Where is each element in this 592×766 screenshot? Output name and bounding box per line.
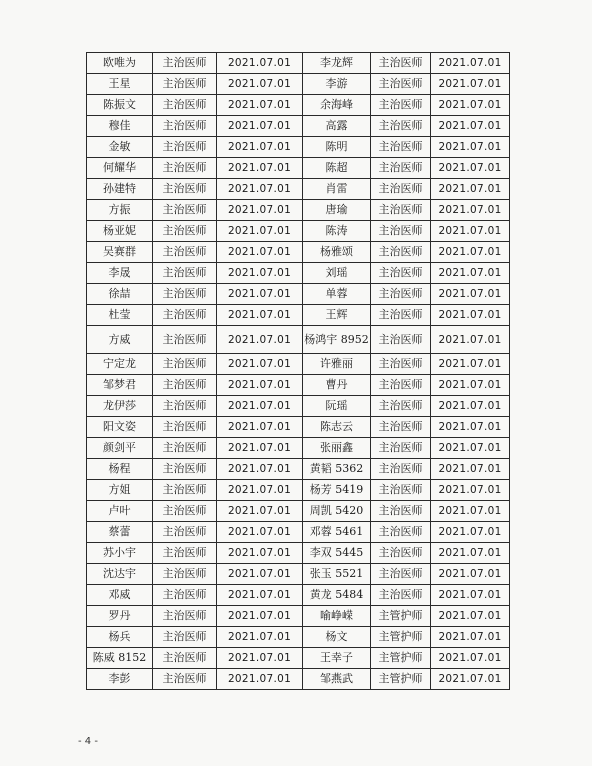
title-cell: 主治医师 bbox=[371, 396, 431, 417]
date-cell: 2021.07.01 bbox=[431, 459, 510, 480]
title-cell: 主治医师 bbox=[371, 116, 431, 137]
name-cell: 陈明 bbox=[303, 137, 371, 158]
date-cell: 2021.07.01 bbox=[217, 417, 303, 438]
date-cell: 2021.07.01 bbox=[217, 116, 303, 137]
title-cell: 主治医师 bbox=[371, 543, 431, 564]
table-row bbox=[87, 417, 510, 438]
name-cell: 张玉 5521 bbox=[303, 564, 371, 585]
name-cell: 肖雷 bbox=[303, 179, 371, 200]
name-cell: 张丽鑫 bbox=[303, 438, 371, 459]
date-cell: 2021.07.01 bbox=[431, 543, 510, 564]
date-cell: 2021.07.01 bbox=[217, 648, 303, 669]
title-cell: 主治医师 bbox=[371, 585, 431, 606]
name-cell: 宁定龙 bbox=[87, 354, 153, 375]
title-cell: 主治医师 bbox=[153, 669, 217, 690]
title-cell: 主治医师 bbox=[371, 375, 431, 396]
table-row bbox=[87, 74, 510, 95]
table-row bbox=[87, 564, 510, 585]
date-cell: 2021.07.01 bbox=[431, 284, 510, 305]
title-cell: 主治医师 bbox=[153, 501, 217, 522]
name-cell: 王星 bbox=[87, 74, 153, 95]
name-cell: 单蓉 bbox=[303, 284, 371, 305]
table-row bbox=[87, 375, 510, 396]
table-row bbox=[87, 669, 510, 690]
name-cell: 王幸子 bbox=[303, 648, 371, 669]
name-cell: 吴赛群 bbox=[87, 242, 153, 263]
date-cell: 2021.07.01 bbox=[431, 438, 510, 459]
title-cell: 主治医师 bbox=[153, 116, 217, 137]
table-row bbox=[87, 585, 510, 606]
name-cell: 苏小宇 bbox=[87, 543, 153, 564]
table-row bbox=[87, 606, 510, 627]
date-cell: 2021.07.01 bbox=[217, 606, 303, 627]
date-cell: 2021.07.01 bbox=[217, 501, 303, 522]
table-row bbox=[87, 396, 510, 417]
title-cell: 主管护师 bbox=[371, 648, 431, 669]
title-cell: 主治医师 bbox=[371, 158, 431, 179]
date-cell: 2021.07.01 bbox=[217, 459, 303, 480]
title-cell: 主治医师 bbox=[153, 242, 217, 263]
name-cell: 方振 bbox=[87, 200, 153, 221]
title-cell: 主治医师 bbox=[371, 284, 431, 305]
table-row bbox=[87, 158, 510, 179]
name-cell: 唐瑜 bbox=[303, 200, 371, 221]
name-cell: 李双 5445 bbox=[303, 543, 371, 564]
title-cell: 主治医师 bbox=[153, 396, 217, 417]
title-cell: 主治医师 bbox=[371, 417, 431, 438]
title-cell: 主治医师 bbox=[371, 95, 431, 116]
title-cell: 主治医师 bbox=[153, 522, 217, 543]
date-cell: 2021.07.01 bbox=[431, 564, 510, 585]
date-cell: 2021.07.01 bbox=[217, 158, 303, 179]
date-cell: 2021.07.01 bbox=[217, 564, 303, 585]
name-cell: 余海峰 bbox=[303, 95, 371, 116]
title-cell: 主治医师 bbox=[153, 158, 217, 179]
date-cell: 2021.07.01 bbox=[217, 263, 303, 284]
name-cell: 穆佳 bbox=[87, 116, 153, 137]
name-cell: 方姐 bbox=[87, 480, 153, 501]
table-row bbox=[87, 242, 510, 263]
table-row bbox=[87, 627, 510, 648]
title-cell: 主管护师 bbox=[371, 606, 431, 627]
date-cell: 2021.07.01 bbox=[431, 326, 510, 354]
title-cell: 主治医师 bbox=[153, 305, 217, 326]
name-cell: 沈达宇 bbox=[87, 564, 153, 585]
name-cell: 许雅丽 bbox=[303, 354, 371, 375]
date-cell: 2021.07.01 bbox=[217, 284, 303, 305]
title-cell: 主治医师 bbox=[371, 242, 431, 263]
name-cell: 李彭 bbox=[87, 669, 153, 690]
name-cell: 陈振文 bbox=[87, 95, 153, 116]
name-cell: 阮瑶 bbox=[303, 396, 371, 417]
name-cell: 欧唯为 bbox=[87, 53, 153, 74]
name-cell: 李游 bbox=[303, 74, 371, 95]
table-row bbox=[87, 522, 510, 543]
name-cell: 喻峥嵘 bbox=[303, 606, 371, 627]
table-row bbox=[87, 95, 510, 116]
name-cell: 徐喆 bbox=[87, 284, 153, 305]
date-cell: 2021.07.01 bbox=[431, 74, 510, 95]
table-row bbox=[87, 326, 510, 354]
date-cell: 2021.07.01 bbox=[431, 606, 510, 627]
title-cell: 主治医师 bbox=[153, 480, 217, 501]
title-cell: 主治医师 bbox=[371, 501, 431, 522]
table-row bbox=[87, 284, 510, 305]
title-cell: 主治医师 bbox=[153, 53, 217, 74]
title-cell: 主治医师 bbox=[153, 95, 217, 116]
name-cell: 孙建特 bbox=[87, 179, 153, 200]
table-row bbox=[87, 221, 510, 242]
date-cell: 2021.07.01 bbox=[431, 200, 510, 221]
title-cell: 主治医师 bbox=[153, 543, 217, 564]
date-cell: 2021.07.01 bbox=[431, 585, 510, 606]
date-cell: 2021.07.01 bbox=[217, 375, 303, 396]
date-cell: 2021.07.01 bbox=[217, 522, 303, 543]
title-cell: 主管护师 bbox=[371, 627, 431, 648]
title-cell: 主管护师 bbox=[371, 669, 431, 690]
name-cell: 杨雅颂 bbox=[303, 242, 371, 263]
name-cell: 何耀华 bbox=[87, 158, 153, 179]
title-cell: 主治医师 bbox=[153, 263, 217, 284]
date-cell: 2021.07.01 bbox=[217, 396, 303, 417]
name-cell: 陈威 8152 bbox=[87, 648, 153, 669]
title-cell: 主治医师 bbox=[371, 305, 431, 326]
name-cell: 陈超 bbox=[303, 158, 371, 179]
title-cell: 主治医师 bbox=[371, 326, 431, 354]
table-row bbox=[87, 354, 510, 375]
title-cell: 主治医师 bbox=[153, 179, 217, 200]
date-cell: 2021.07.01 bbox=[431, 158, 510, 179]
title-cell: 主治医师 bbox=[371, 438, 431, 459]
name-cell: 李龙辉 bbox=[303, 53, 371, 74]
date-cell: 2021.07.01 bbox=[431, 116, 510, 137]
title-cell: 主治医师 bbox=[153, 585, 217, 606]
date-cell: 2021.07.01 bbox=[217, 242, 303, 263]
title-cell: 主治医师 bbox=[153, 438, 217, 459]
table-row bbox=[87, 480, 510, 501]
title-cell: 主治医师 bbox=[371, 74, 431, 95]
title-cell: 主治医师 bbox=[371, 564, 431, 585]
name-cell: 颜剑平 bbox=[87, 438, 153, 459]
date-cell: 2021.07.01 bbox=[217, 354, 303, 375]
name-cell: 黄龙 5484 bbox=[303, 585, 371, 606]
title-cell: 主治医师 bbox=[153, 606, 217, 627]
name-cell: 邹燕武 bbox=[303, 669, 371, 690]
title-cell: 主治医师 bbox=[371, 137, 431, 158]
name-cell: 邹梦君 bbox=[87, 375, 153, 396]
date-cell: 2021.07.01 bbox=[431, 179, 510, 200]
name-cell: 杨程 bbox=[87, 459, 153, 480]
name-cell: 蔡蕾 bbox=[87, 522, 153, 543]
date-cell: 2021.07.01 bbox=[431, 669, 510, 690]
date-cell: 2021.07.01 bbox=[431, 375, 510, 396]
title-cell: 主治医师 bbox=[153, 417, 217, 438]
name-cell: 阳文姿 bbox=[87, 417, 153, 438]
title-cell: 主治医师 bbox=[371, 263, 431, 284]
name-cell: 黄韬 5362 bbox=[303, 459, 371, 480]
name-cell: 王辉 bbox=[303, 305, 371, 326]
table-row bbox=[87, 648, 510, 669]
date-cell: 2021.07.01 bbox=[217, 221, 303, 242]
title-cell: 主治医师 bbox=[153, 200, 217, 221]
title-cell: 主治医师 bbox=[153, 648, 217, 669]
date-cell: 2021.07.01 bbox=[431, 648, 510, 669]
date-cell: 2021.07.01 bbox=[217, 200, 303, 221]
name-cell: 刘瑶 bbox=[303, 263, 371, 284]
name-cell: 李晟 bbox=[87, 263, 153, 284]
table-row bbox=[87, 459, 510, 480]
date-cell: 2021.07.01 bbox=[217, 585, 303, 606]
roster-table-body bbox=[87, 53, 510, 690]
name-cell: 陈涛 bbox=[303, 221, 371, 242]
date-cell: 2021.07.01 bbox=[217, 179, 303, 200]
title-cell: 主治医师 bbox=[153, 564, 217, 585]
title-cell: 主治医师 bbox=[371, 459, 431, 480]
name-cell: 杨文 bbox=[303, 627, 371, 648]
title-cell: 主治医师 bbox=[153, 354, 217, 375]
name-cell: 高露 bbox=[303, 116, 371, 137]
name-cell: 杨鸿宇 8952 bbox=[303, 326, 371, 354]
name-cell: 杜莹 bbox=[87, 305, 153, 326]
date-cell: 2021.07.01 bbox=[431, 242, 510, 263]
table-row bbox=[87, 116, 510, 137]
table-row bbox=[87, 263, 510, 284]
name-cell: 杨亚妮 bbox=[87, 221, 153, 242]
title-cell: 主治医师 bbox=[153, 627, 217, 648]
table-row bbox=[87, 305, 510, 326]
date-cell: 2021.07.01 bbox=[431, 627, 510, 648]
name-cell: 龙伊莎 bbox=[87, 396, 153, 417]
name-cell: 杨芳 5419 bbox=[303, 480, 371, 501]
title-cell: 主治医师 bbox=[371, 200, 431, 221]
table-row bbox=[87, 179, 510, 200]
table-row bbox=[87, 438, 510, 459]
title-cell: 主治医师 bbox=[371, 480, 431, 501]
table-row bbox=[87, 543, 510, 564]
date-cell: 2021.07.01 bbox=[431, 522, 510, 543]
date-cell: 2021.07.01 bbox=[431, 501, 510, 522]
title-cell: 主治医师 bbox=[153, 326, 217, 354]
date-cell: 2021.07.01 bbox=[217, 74, 303, 95]
date-cell: 2021.07.01 bbox=[431, 396, 510, 417]
title-cell: 主治医师 bbox=[153, 375, 217, 396]
title-cell: 主治医师 bbox=[371, 53, 431, 74]
name-cell: 罗丹 bbox=[87, 606, 153, 627]
date-cell: 2021.07.01 bbox=[431, 354, 510, 375]
name-cell: 方威 bbox=[87, 326, 153, 354]
name-cell: 陈志云 bbox=[303, 417, 371, 438]
table-row bbox=[87, 501, 510, 522]
name-cell: 邓威 bbox=[87, 585, 153, 606]
date-cell: 2021.07.01 bbox=[217, 669, 303, 690]
title-cell: 主治医师 bbox=[153, 74, 217, 95]
date-cell: 2021.07.01 bbox=[431, 263, 510, 284]
date-cell: 2021.07.01 bbox=[217, 53, 303, 74]
name-cell: 周凯 5420 bbox=[303, 501, 371, 522]
date-cell: 2021.07.01 bbox=[217, 543, 303, 564]
title-cell: 主治医师 bbox=[153, 284, 217, 305]
date-cell: 2021.07.01 bbox=[431, 137, 510, 158]
date-cell: 2021.07.01 bbox=[431, 480, 510, 501]
date-cell: 2021.07.01 bbox=[217, 305, 303, 326]
table-row bbox=[87, 137, 510, 158]
title-cell: 主治医师 bbox=[371, 522, 431, 543]
date-cell: 2021.07.01 bbox=[431, 221, 510, 242]
title-cell: 主治医师 bbox=[371, 179, 431, 200]
title-cell: 主治医师 bbox=[371, 354, 431, 375]
date-cell: 2021.07.01 bbox=[217, 480, 303, 501]
table-row bbox=[87, 53, 510, 74]
date-cell: 2021.07.01 bbox=[217, 627, 303, 648]
date-cell: 2021.07.01 bbox=[431, 53, 510, 74]
date-cell: 2021.07.01 bbox=[431, 95, 510, 116]
date-cell: 2021.07.01 bbox=[431, 417, 510, 438]
date-cell: 2021.07.01 bbox=[217, 95, 303, 116]
table-row bbox=[87, 200, 510, 221]
date-cell: 2021.07.01 bbox=[217, 326, 303, 354]
roster-table bbox=[86, 52, 510, 690]
title-cell: 主治医师 bbox=[153, 459, 217, 480]
name-cell: 金敏 bbox=[87, 137, 153, 158]
title-cell: 主治医师 bbox=[371, 221, 431, 242]
name-cell: 卢叶 bbox=[87, 501, 153, 522]
date-cell: 2021.07.01 bbox=[217, 137, 303, 158]
title-cell: 主治医师 bbox=[153, 137, 217, 158]
page-number: - 4 - bbox=[78, 736, 98, 747]
name-cell: 邓蓉 5461 bbox=[303, 522, 371, 543]
date-cell: 2021.07.01 bbox=[217, 438, 303, 459]
name-cell: 杨兵 bbox=[87, 627, 153, 648]
name-cell: 曹丹 bbox=[303, 375, 371, 396]
date-cell: 2021.07.01 bbox=[431, 305, 510, 326]
title-cell: 主治医师 bbox=[153, 221, 217, 242]
